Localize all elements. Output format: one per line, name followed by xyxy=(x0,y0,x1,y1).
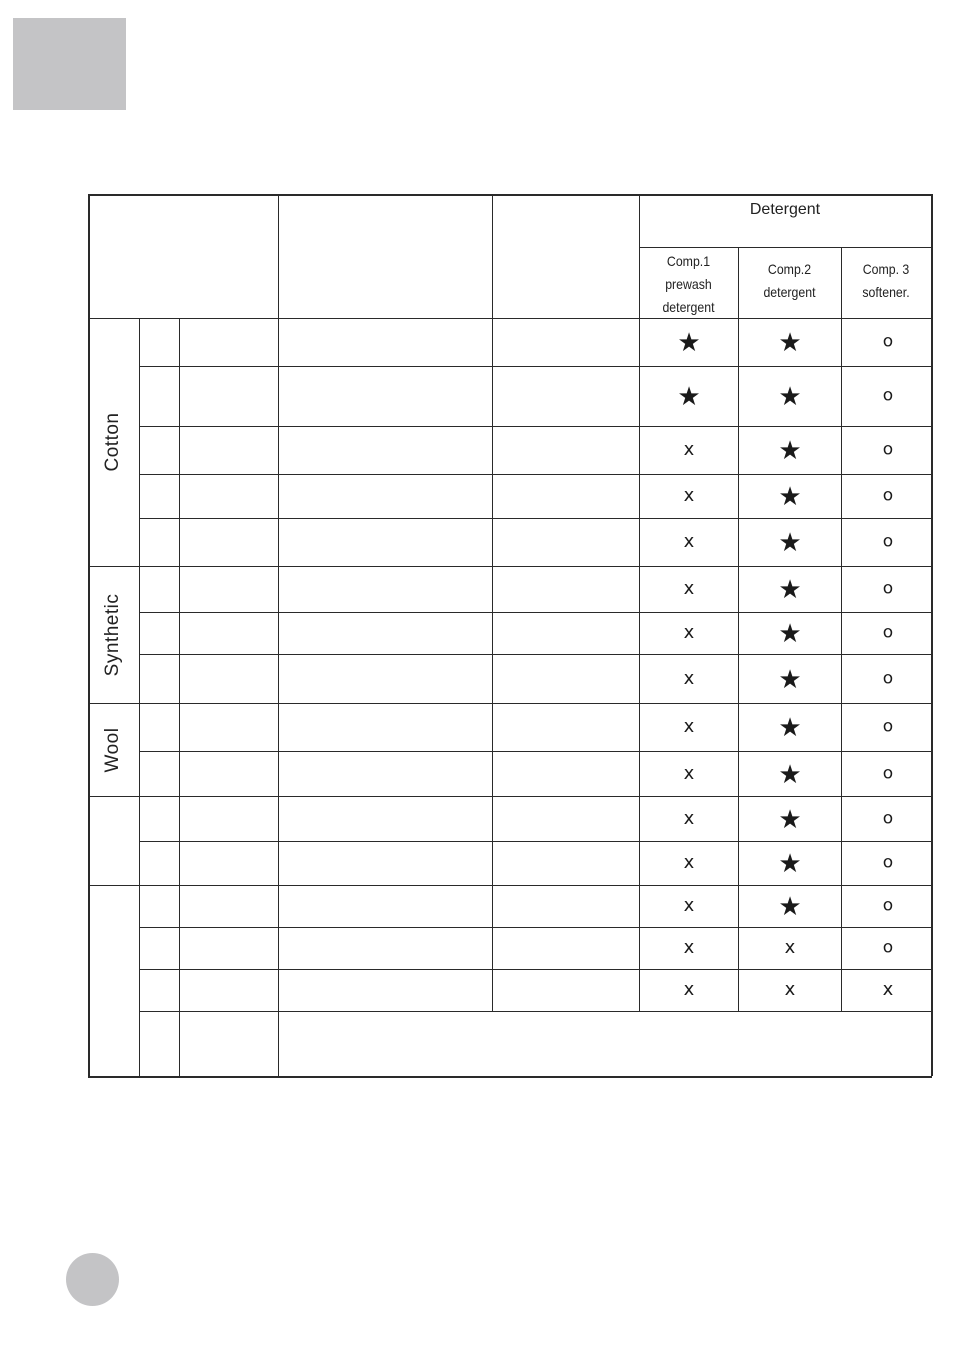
detergent-table xyxy=(88,194,932,1077)
header-divider xyxy=(639,194,640,318)
x-mark: x xyxy=(683,439,695,460)
x-mark: x xyxy=(683,531,695,552)
header-divider xyxy=(738,247,739,318)
circle-mark: o xyxy=(882,331,894,352)
table-border-right xyxy=(931,194,933,1076)
table-border-top xyxy=(88,194,932,196)
circle-mark: o xyxy=(882,385,894,406)
row-separator xyxy=(139,841,932,842)
row-separator xyxy=(139,474,932,475)
column-divider xyxy=(639,318,640,1011)
star-icon: ★ xyxy=(778,663,802,694)
circle-mark: o xyxy=(882,716,894,737)
circle-mark: o xyxy=(882,763,894,783)
x-mark: x xyxy=(683,979,695,1000)
header-divider xyxy=(841,247,842,318)
x-mark: x xyxy=(683,667,695,689)
x-mark: x xyxy=(784,937,796,958)
row-separator xyxy=(139,1011,932,1012)
x-mark: x xyxy=(683,485,695,506)
comp1-header: Comp.1 prewash detergent xyxy=(662,253,715,315)
star-icon: ★ xyxy=(778,435,802,465)
star-icon: ★ xyxy=(778,712,802,742)
group-separator xyxy=(88,703,932,704)
row-separator xyxy=(139,366,932,367)
x-mark: x xyxy=(784,979,796,1000)
x-mark: x xyxy=(683,716,695,737)
table-border-left xyxy=(88,194,90,1076)
star-icon: ★ xyxy=(778,574,802,604)
x-mark: x xyxy=(882,979,894,1000)
circle-mark: o xyxy=(882,937,894,958)
header-bottom-rule xyxy=(88,318,932,319)
star-icon: ★ xyxy=(778,481,802,511)
header-divider xyxy=(278,194,279,318)
column-divider xyxy=(738,318,739,1011)
comp2-header: Comp.2 detergent xyxy=(763,261,816,300)
row-separator xyxy=(139,969,932,970)
x-mark: x xyxy=(683,852,695,873)
circle-mark: o xyxy=(882,578,894,599)
column-divider xyxy=(278,318,279,1076)
circle-mark: o xyxy=(882,439,894,460)
circle-mark: o xyxy=(882,668,894,688)
group-label: Synthetic xyxy=(102,593,123,676)
row-separator xyxy=(139,927,932,928)
row-separator xyxy=(139,654,932,655)
star-icon: ★ xyxy=(778,618,802,648)
row-separator xyxy=(139,518,932,519)
column-divider xyxy=(139,318,140,1076)
header-split xyxy=(639,247,931,248)
star-icon: ★ xyxy=(778,803,802,834)
header-divider xyxy=(492,194,493,318)
comp3-header: Comp. 3 softener. xyxy=(862,261,910,300)
x-mark: x xyxy=(683,895,695,916)
group-separator xyxy=(88,885,932,886)
column-divider xyxy=(841,318,842,1011)
column-divider xyxy=(179,318,180,1076)
circle-mark: o xyxy=(882,485,894,506)
star-icon: ★ xyxy=(677,327,701,357)
star-icon: ★ xyxy=(778,758,802,789)
x-mark: x xyxy=(683,578,695,599)
x-mark: x xyxy=(683,622,695,643)
group-separator xyxy=(88,796,932,797)
circle-mark: o xyxy=(882,531,894,552)
group-separator xyxy=(88,566,932,567)
circle-mark: o xyxy=(882,808,894,828)
group-label: Cotton xyxy=(102,412,123,472)
row-separator xyxy=(139,751,932,752)
star-icon: ★ xyxy=(778,381,802,411)
row-separator xyxy=(139,612,932,613)
x-mark: x xyxy=(683,937,695,958)
section-header-block xyxy=(13,18,126,110)
group-label: Wool xyxy=(102,727,123,772)
x-mark: x xyxy=(683,762,695,784)
star-icon: ★ xyxy=(778,327,802,357)
star-icon: ★ xyxy=(778,848,802,878)
circle-mark: o xyxy=(882,852,894,873)
circle-mark: o xyxy=(882,622,894,643)
x-mark: x xyxy=(683,807,695,829)
table-border-bottom xyxy=(88,1076,932,1078)
star-icon: ★ xyxy=(778,527,802,557)
row-separator xyxy=(139,426,932,427)
star-icon: ★ xyxy=(778,891,802,921)
page-number-circle xyxy=(66,1253,119,1306)
detergent-header: Detergent xyxy=(749,201,821,218)
circle-mark: o xyxy=(882,895,894,916)
column-divider xyxy=(492,318,493,1011)
star-icon: ★ xyxy=(677,381,701,411)
